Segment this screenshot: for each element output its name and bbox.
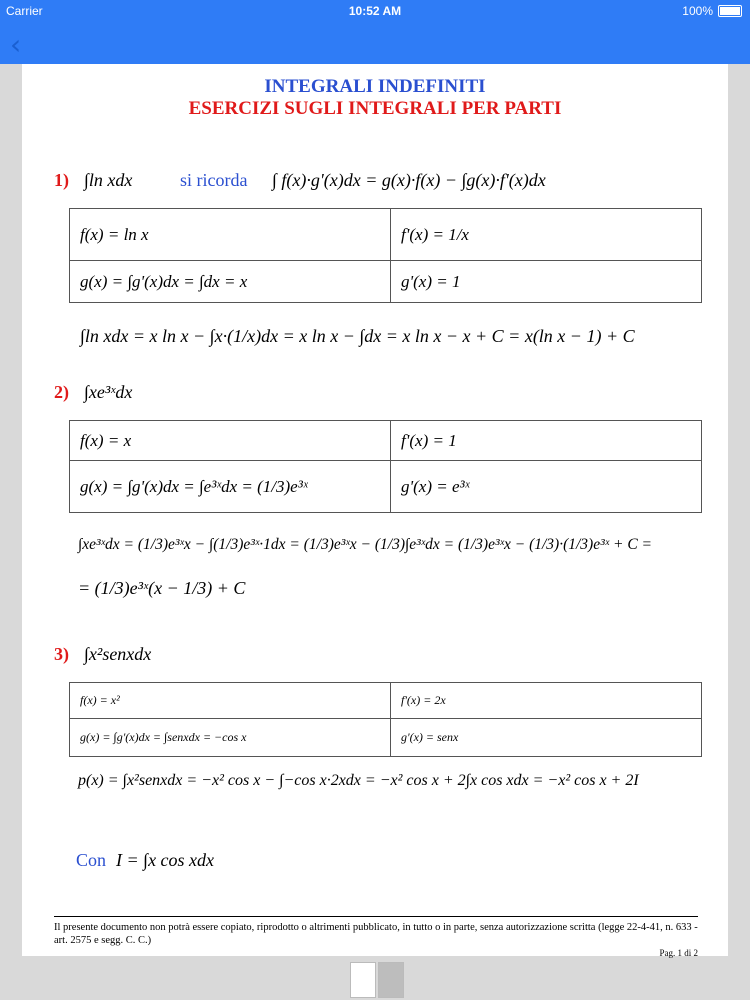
exercise-2-solution-line-1: ∫xe³ˣdx = (1/3)e³ˣx − ∫(1/3)e³ˣ·1dx = (1/3)e³ˣx − (1/3)∫e³ˣdx = (1/3)e³ˣx − (1/3)·(1/3)e³ˣ + C = (78, 536, 652, 553)
table-cell: f'(x) = 1/x (391, 209, 702, 261)
table-cell: g'(x) = senx (391, 719, 702, 757)
exercise-1-solution: ∫ln xdx = x ln x − ∫x·(1/x)dx = x ln x − ∫dx = x ln x − x + C = x(ln x − 1) + C (80, 326, 635, 346)
table-cell: f(x) = x (70, 421, 391, 461)
exercise-1-table (69, 208, 702, 303)
exercise-3-integral: ∫x²senxdx (84, 644, 152, 664)
navigation-bar (0, 22, 750, 64)
table-cell: g'(x) = 1 (391, 261, 702, 303)
share-icon[interactable] (720, 32, 740, 52)
exercise-2-solution-line-2: = (1/3)e³ˣ(x − 1/3) + C (78, 578, 246, 598)
table-cell: g(x) = ∫g'(x)dx = ∫senxdx = −cos x (70, 719, 391, 757)
page-thumbnails (350, 962, 404, 998)
exercise-2-table (69, 420, 702, 513)
exercise-3-solution: p(x) = ∫x²senxdx = −x² cos x − ∫−cos x·2xdx = −x² cos x + 2∫x cos xdx = −x² cos x + 2I (78, 772, 639, 789)
table-cell: g'(x) = e³ˣ (391, 461, 702, 513)
document-page (22, 64, 728, 956)
reminder-label: si ricorda (180, 170, 248, 190)
exercise-1-integral: ∫ln xdx (84, 170, 133, 190)
thumbnail-page-1[interactable] (350, 962, 376, 998)
battery-percent: 100% (682, 4, 713, 18)
status-bar (0, 0, 750, 22)
table-cell: f'(x) = 2x (391, 683, 702, 719)
carrier-label: Carrier (6, 4, 43, 18)
battery-indicator (682, 4, 742, 18)
clock: 10:52 AM (348, 4, 402, 18)
table-cell: g(x) = ∫g'(x)dx = ∫dx = x (70, 261, 391, 303)
table-cell: f(x) = ln x (70, 209, 391, 261)
thumbnail-page-2[interactable] (378, 962, 404, 998)
table-cell: f(x) = x² (70, 683, 391, 719)
table-cell: g(x) = ∫g'(x)dx = ∫e³ˣdx = (1/3)e³ˣ (70, 461, 391, 513)
parts-formula: ∫ f(x)·g'(x)dx = g(x)·f(x) − ∫g(x)·f'(x)dx (272, 170, 546, 190)
con-formula: I = ∫x cos xdx (116, 850, 215, 870)
exercise-2-number: 2) (54, 382, 69, 402)
exercise-1-number: 1) (54, 170, 69, 190)
page-title: INTEGRALI INDEFINITI (264, 76, 486, 97)
battery-icon (718, 5, 742, 17)
exercise-2-integral: ∫xe³ˣdx (84, 382, 133, 402)
table-cell: f'(x) = 1 (391, 421, 702, 461)
exercise-3-table (69, 682, 702, 757)
exercise-3-number: 3) (54, 644, 69, 664)
page-number: Pag. 1 di 2 (659, 948, 698, 958)
con-label: Con (76, 850, 107, 870)
page-subtitle: ESERCIZI SUGLI INTEGRALI PER PARTI (188, 98, 562, 119)
chevron-left-icon[interactable]: ‹ (10, 28, 22, 61)
copyright-notice: Il presente documento non potrà essere copiato, riprodotto o altrimenti pubblicato, in tutto o in parte, senza autorizzazione scritta (legge 22-4-41, n. 633 - art. 2575 e segg. C. C.) (54, 916, 698, 947)
